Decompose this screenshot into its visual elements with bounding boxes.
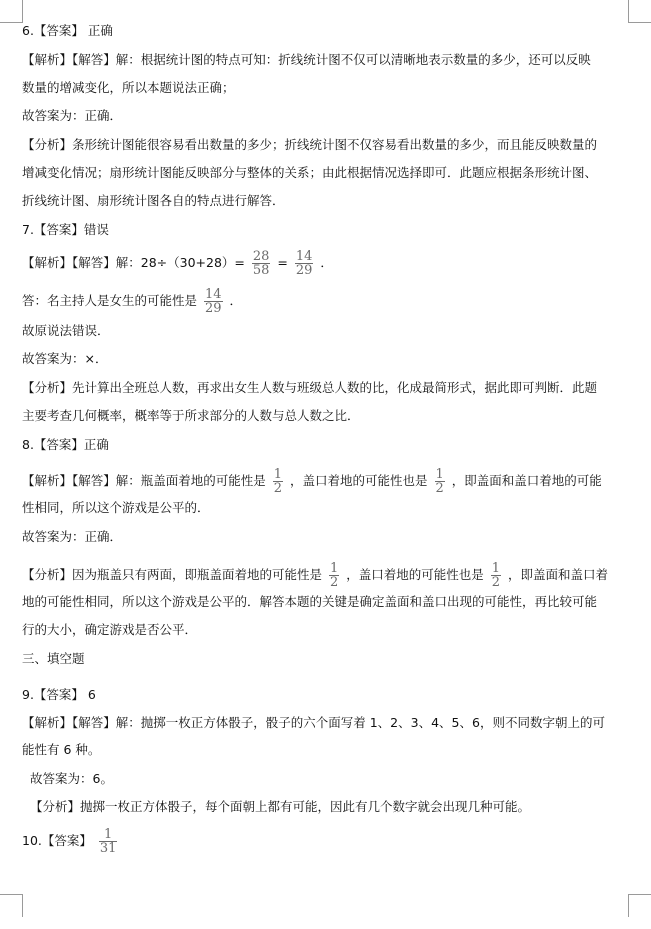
answer-7-heading: 7.【答案】错误	[22, 222, 109, 237]
fraction-28-58: $\frac{28}{58}$	[252, 249, 270, 278]
fraction-1-2: $\frac{1}{2}$	[273, 467, 283, 496]
answer-8-note-line-2: 地的可能性相同，所以这个游戏是公平的．解答本题的关键是确定盖面和盖口出现的可能性，再比较可能	[22, 594, 598, 609]
answer-7-analysis-line: 【解析】【解答】解：28÷（30+28）= $\frac{28}{58}$ = $\frac{14}{29}$ ．	[22, 249, 333, 278]
corner-mark-top-left	[0, 0, 23, 23]
answer-8-analysis-line-1: 【解析】【解答】解：瓶盖面着地的可能性是 $\frac{1}{2}$ ，盖口着地的可能性也是 $\frac{1}{2}$ ，即盖面和盖口着地的可能	[22, 467, 602, 496]
answer-8-note-line-1: 【分析】因为瓶盖只有两面，即瓶盖面着地的可能性是 $\frac{1}{2}$ ，盖口着地的可能性也是 $\frac{1}{2}$ ，即盖面和盖口着	[22, 561, 609, 590]
fraction-1-2: $\frac{1}{2}$	[330, 561, 339, 590]
answer-9-result: 故答案为：6。	[30, 771, 113, 786]
answer-6-heading: 6.【答案】 正确	[22, 23, 113, 38]
answer-6-analysis-line-1: 【解析】【解答】解：根据统计图的特点可知：折线统计图不仅可以清晰地表示数量的多少，还可以反映	[22, 52, 591, 67]
answer-6-note-line-1: 【分析】条形统计图能很容易看出数量的多少；折线统计图不仅容易看出数量的多少，而且能反映数量的	[22, 137, 598, 152]
equals-sign: =	[277, 255, 288, 270]
corner-mark-bottom-left	[0, 894, 23, 917]
answer-6-analysis-line-2: 数量的增减变化，所以本题说法正确；	[22, 80, 235, 95]
answer-6-note-line-2: 增减变化情况；扇形统计图能反映部分与整体的关系；由此根据情况选择即可．此题应根据条形统计图、	[22, 165, 598, 180]
answer-7-calc-text: 【解析】【解答】解：28÷（30+28）=	[22, 255, 245, 270]
answer-9-heading: 9.【答案】 6	[22, 687, 96, 702]
answer-7-conclusion: 故原说法错误．	[22, 323, 110, 338]
corner-mark-bottom-right	[628, 894, 651, 917]
fraction-1-31: $\frac{1}{31}$	[99, 827, 117, 856]
fraction-14-29: $\frac{14}{29}$	[295, 249, 313, 278]
answer-9-analysis-line-1: 【解析】【解答】解：抛掷一枚正方体骰子，骰子的六个面写着 1、2、3、4、5、6，则不同数字朝上的可	[22, 715, 605, 730]
answer-8-note-line-3: 行的大小，确定游戏是否公平．	[22, 622, 198, 637]
fraction-1-2: $\frac{1}{2}$	[435, 467, 444, 496]
section-heading-fill-in: 三、填空题	[22, 651, 85, 666]
answer-7-note-line-1: 【分析】先计算出全班总人数，再求出女生人数与班级总人数的比，化成最简形式，据此即可判断．此题	[22, 380, 598, 395]
answer-9-note: 【分析】抛掷一枚正方体骰子，每个面朝上都有可能，因此有几个数字就会出现几种可能。	[30, 799, 531, 814]
answer-6-result: 故答案为：正确．	[22, 108, 123, 123]
fraction-14-29-answer: $\frac{14}{29}$	[205, 287, 222, 316]
corner-mark-top-right	[628, 0, 651, 23]
answer-8-result: 故答案为：正确．	[22, 529, 123, 544]
answer-8-analysis-line-2: 性相同，所以这个游戏是公平的．	[22, 500, 210, 515]
fraction-1-2: $\frac{1}{2}$	[491, 561, 501, 590]
answer-7-answer-line: 答：名主持人是女生的可能性是 $\frac{14}{29}$ ．	[22, 287, 243, 316]
answer-7-result: 故答案为：×．	[22, 351, 108, 366]
answer-7-note-line-2: 主要考查几何概率，概率等于所求部分的人数与总人数之比．	[22, 408, 360, 423]
answer-8-heading: 8.【答案】正确	[22, 437, 109, 452]
answer-9-analysis-line-2: 能性有 6 种。	[22, 742, 101, 757]
answer-10-heading: 10.【答案】 $\frac{1}{31}$	[22, 827, 117, 856]
answer-6-note-line-3: 折线统计图、扇形统计图各自的特点进行解答．	[22, 193, 285, 208]
